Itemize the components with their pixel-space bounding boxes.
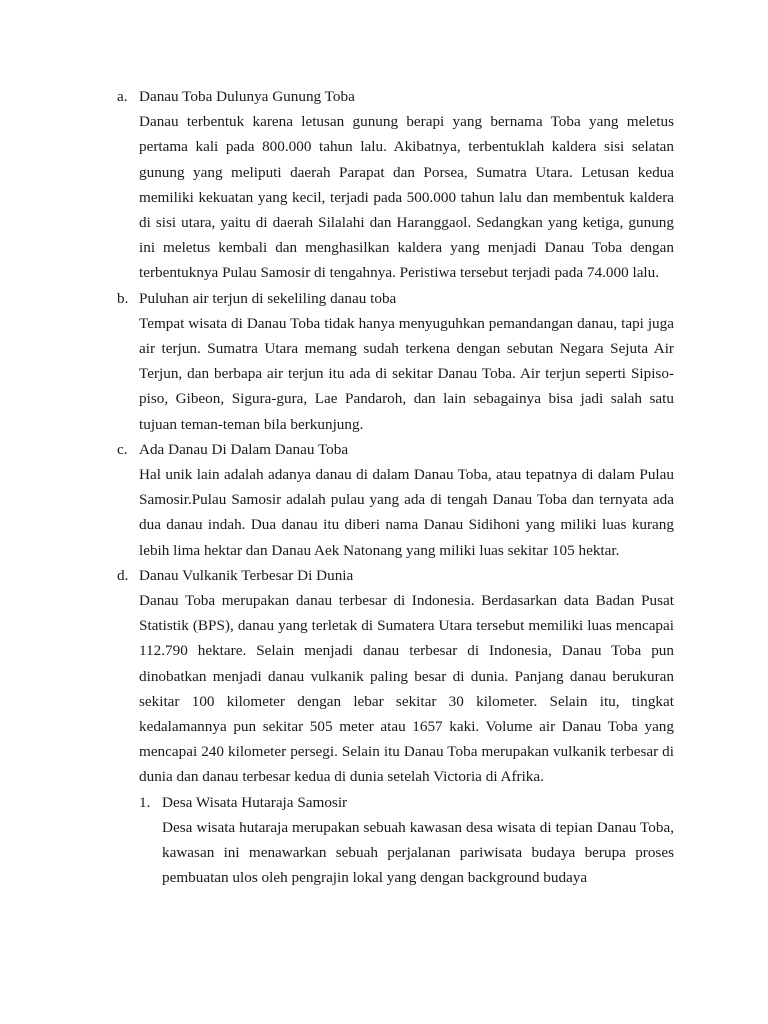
section-body: Tempat wisata di Danau Toba tidak hanya menyuguhkan pemandangan danau, tapi juga air terjun. Sumatra Utara memang sudah terkena dengan sebutan Negara Sejuta Air Terjun, dan berbapa air terjun itu ada di sekitar Danau Toba. Air terjun seperti Sipiso-piso, Gibeon, Sigura-gura, Lae Pandaroh, dan lain sebagainya bisa jadi salah satu tujuan teman-teman bila berkunjung. (139, 314, 674, 433)
section-heading: Puluhan air terjun di sekeliling danau toba (139, 289, 397, 307)
subsection-body: Desa wisata hutaraja merupakan sebuah kawasan desa wisata di tepian Danau Toba, kawasan ini menawarkan sebuah perjalanan pariwisata budaya berupa proses pembuatan ulos oleh pengrajin lokal yang dengan background budaya (162, 818, 674, 887)
numbered-item-1 (139, 790, 674, 891)
list-marker: b. (117, 289, 129, 307)
list-item-b (117, 286, 674, 437)
section-heading: Ada Danau Di Dalam Danau Toba (139, 440, 349, 458)
list-item-d (117, 563, 674, 891)
section-heading: Danau Toba Dulunya Gunung Toba (139, 88, 355, 105)
section-body: Danau terbentuk karena letusan gunung berapi yang bernama Toba yang meletus pertama kali pada 800.000 tahun lalu. Akibatnya, terbentuklah kaldera sisi selatan gunung yang meliputi daerah Parapat dan Porsea, Sumatra Utara. Letusan kedua memiliki kekuatan yang kecil, terjadi pada 500.000 tahun lalu dan membentuk kaldera di sisi utara, yaitu di daerah Silalahi dan Haranggaol. Sedangkan yang ketiga, gunung ini meletus kembali dan menghasilkan kaldera yang menjadi Danau Toba dengan terbentuknya Pulau Samosir di tengahnya. Peristiwa tersebut terjadi pada 74.000 lalu. (139, 113, 674, 282)
numbered-marker: 1. (139, 793, 151, 811)
section-body: Danau Toba merupakan danau terbesar di Indonesia. Berdasarkan data Badan Pusat Statistik (BPS), danau yang terletak di Sumatera Utara tersebut memiliki luas mencapai 112.790 hektare. Selain menjadi danau terbesar di Indonesia, Danau Toba pun dinobatkan menjadi danau vulkanik paling besar di dunia. Panjang danau berukuran sekitar 100 kilometer dengan lebar sekitar 30 kilometer. Selain itu, tingkat kedalamannya pun sekitar 505 meter atau 1657 kaki. Volume air Danau Toba yang mencapai 240 kilometer persegi. Selain itu Danau Toba merupakan vulkanik terbesar di dunia dan danau terbesar kedua di dunia setelah Victoria di Afrika. (139, 592, 674, 786)
section-body: Hal unik lain adalah adanya danau di dalam Danau Toba, atau tepatnya di dalam Pulau Samosir.Pulau Samosir adalah pulau yang ada di tengah Danau Toba dan ternyata ada dua danau indah. Dua danau itu diberi nama Danau Sidihoni yang miliki luas kurang lebih lima hektar dan Danau Aek Natonang yang miliki luas sekitar 105 hektar. (139, 466, 674, 559)
list-marker: d. (117, 566, 129, 584)
section-heading: Danau Vulkanik Terbesar Di Dunia (139, 566, 354, 584)
list-item-a (117, 84, 674, 286)
list-marker: a. (117, 88, 128, 105)
document-content (117, 84, 674, 891)
list-marker: c. (117, 440, 128, 458)
list-item-c (117, 437, 674, 563)
subsection-heading: Desa Wisata Hutaraja Samosir (162, 793, 348, 811)
